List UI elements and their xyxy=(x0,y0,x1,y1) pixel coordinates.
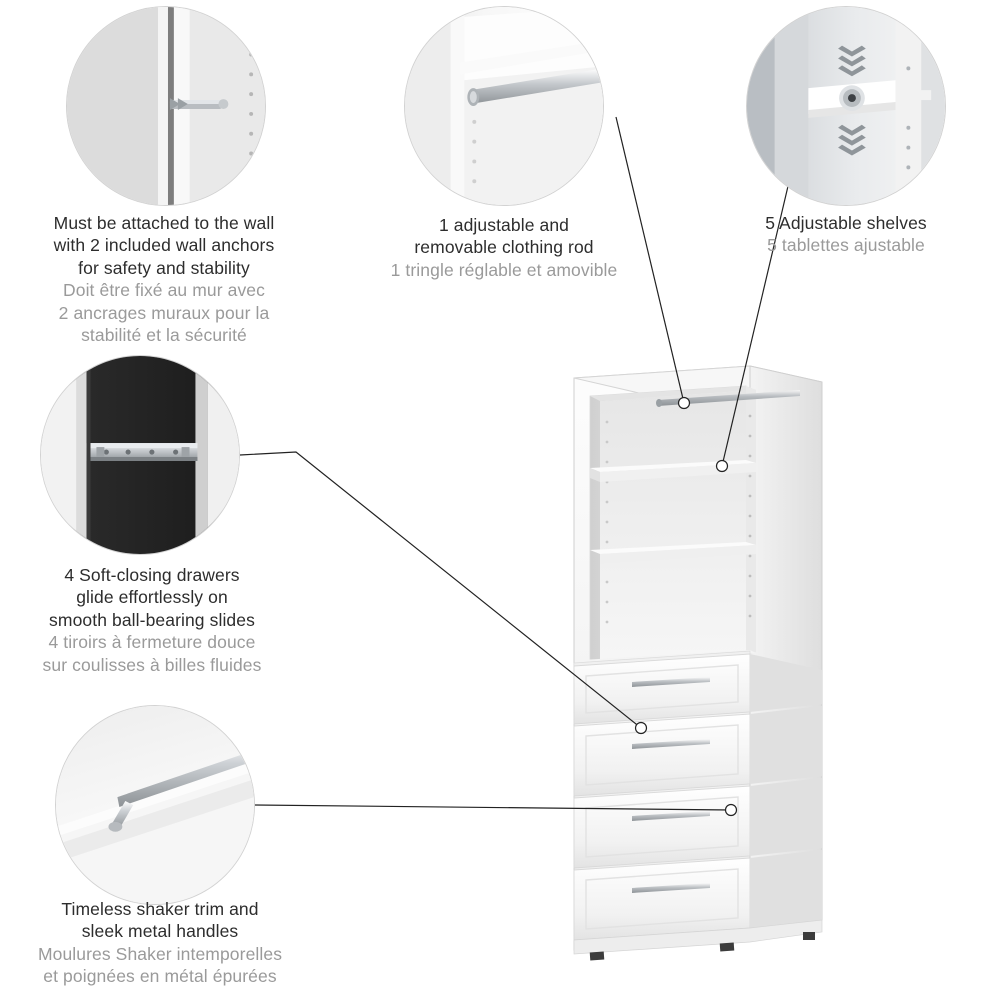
ball-bearing-slide xyxy=(87,443,198,461)
callout-bubble-wall-anchor xyxy=(66,6,266,206)
caption-en-line: removable clothing rod xyxy=(414,237,594,258)
caption-fr-line: 5 tablettes ajustable xyxy=(767,235,925,256)
caption-en-line: 4 Soft-closing drawers xyxy=(64,565,240,585)
caption-fr-line: 1 tringle réglable et amovible xyxy=(390,259,618,280)
callout-bubble-metal-handle xyxy=(55,705,255,905)
drawer-point xyxy=(636,723,647,734)
caption-en-line: with 2 included wall anchors xyxy=(53,235,275,256)
caption-fr-line: stabilité et la sécurité xyxy=(81,324,247,345)
callout-bubble-drawer-slides xyxy=(40,355,240,555)
caption-en-line: for safety and stability xyxy=(78,257,250,278)
caption-en-line: 1 adjustable and xyxy=(438,215,570,235)
caption-fr-line: sur coulisses à billes fluides xyxy=(42,654,262,675)
caption-en-line: 5 Adjustable shelves xyxy=(765,213,927,233)
caption-en-line: Timeless shaker trim and xyxy=(61,899,259,919)
caption-shaker-trim-handles xyxy=(12,898,308,988)
caption-clothing-rod xyxy=(368,214,640,281)
handle-point xyxy=(726,805,737,816)
caption-fr-line: 2 ancrages muraux pour la xyxy=(58,302,270,323)
shelf-cam-lock xyxy=(839,85,865,111)
caption-wall-anchor xyxy=(14,212,314,346)
caption-fr-line: Doit être fixé au mur avec xyxy=(63,280,265,301)
caption-drawer-slides xyxy=(16,564,288,676)
caption-fr-line: 4 tiroirs à fermeture douce xyxy=(48,632,256,653)
callout-bubble-adjustable-shelves xyxy=(746,6,946,206)
rod-point xyxy=(679,398,690,409)
caption-en-line: Must be attached to the wall xyxy=(53,213,275,233)
caption-fr-line: et poignées en métal épurées xyxy=(43,966,277,987)
caption-en-line: glide effortlessly on xyxy=(76,587,228,608)
caption-adjustable-shelves xyxy=(716,212,976,257)
caption-en-line: sleek metal handles xyxy=(81,921,239,942)
caption-fr-line: Moulures Shaker intemporelles xyxy=(37,943,283,964)
caption-en-line: smooth ball-bearing slides xyxy=(49,609,255,630)
callout-bubble-clothing-rod xyxy=(404,6,604,206)
shelf-point xyxy=(717,461,728,472)
